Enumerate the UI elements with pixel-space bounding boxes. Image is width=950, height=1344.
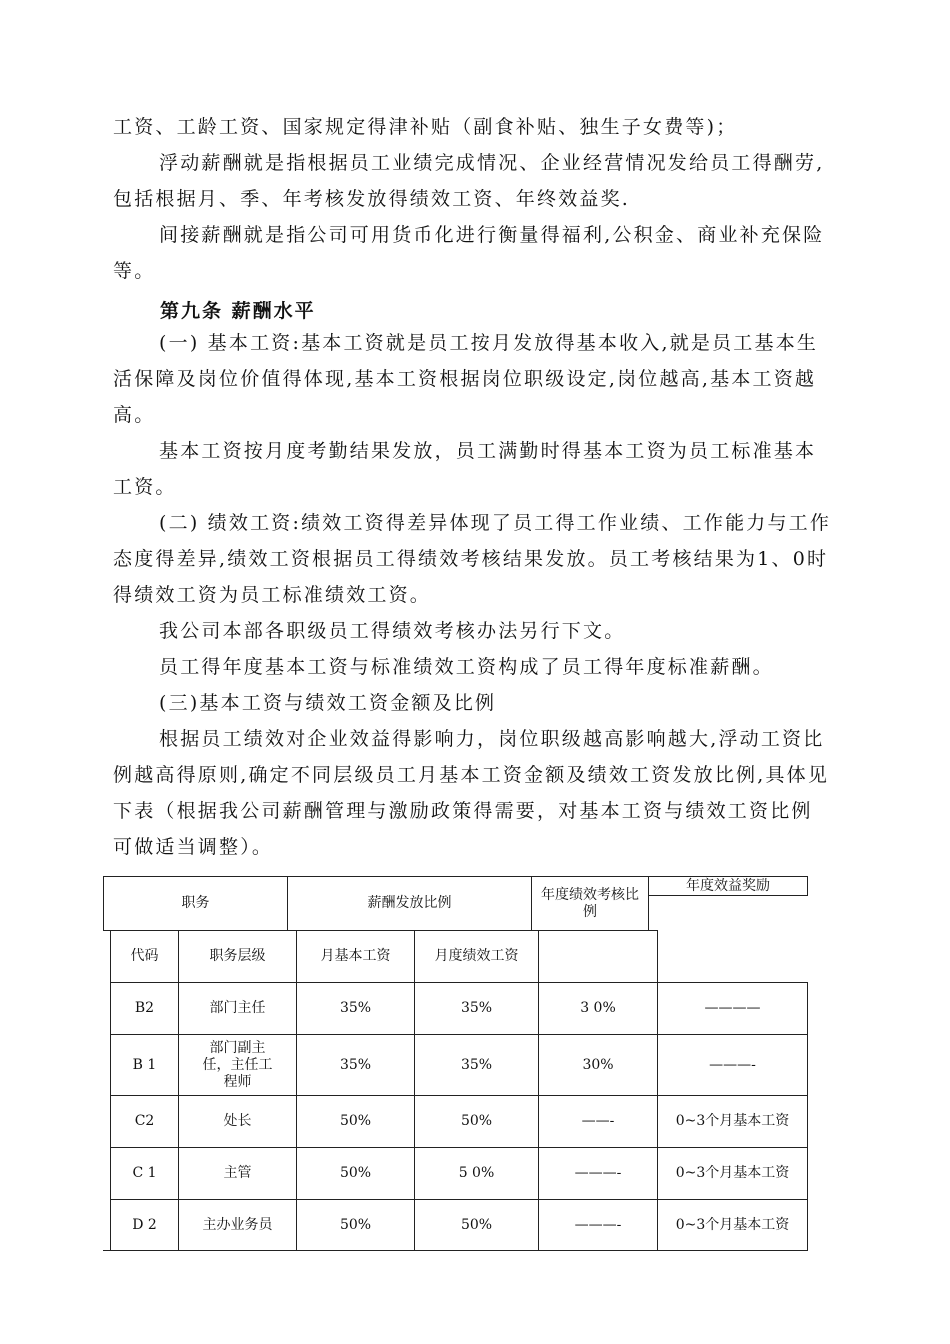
paragraph-floating-pay: 浮动薪酬就是指根据员工业绩完成情况、企业经营情况发给员工得酬劳,包括根据月、季、年考核发放得绩效工资、年终效益奖. bbox=[113, 152, 825, 210]
subheader-code: 代码 bbox=[110, 930, 179, 983]
subheader-monthly-base: 月基本工资 bbox=[296, 930, 415, 983]
row-b1-bonus: ———- bbox=[657, 1034, 808, 1096]
paragraph-attendance: 基本工资按月度考勤结果发放，员工满勤时得基本工资为员工标准基本工资。 bbox=[113, 440, 817, 498]
row-c2-bonus: 0~3个月基本工资 bbox=[657, 1095, 808, 1148]
row-b2-review: 3 0% bbox=[538, 982, 658, 1035]
paragraph-performance-pay: (二) 绩效工资:绩效工资得差异体现了员工得工作业绩、工作能力与工作态度得差异,绩效工资根据员工得绩效考核结果发放。员工考核结果为1、0时得绩效工资为员工标准绩效工资。 bbox=[113, 512, 832, 606]
paragraph-annual-standard-pay: 员工得年度基本工资与标准绩效工资构成了员工得年度标准薪酬。 bbox=[159, 656, 774, 678]
paragraph-salary-components: 工资、工龄工资、国家规定得津补贴（副食补贴、独生子女费等)； bbox=[113, 116, 738, 138]
row-b1-review: 30% bbox=[538, 1034, 658, 1096]
row-d2-perf: 50% bbox=[414, 1199, 539, 1251]
paragraph-ratio-heading: (三)基本工资与绩效工资金额及比例 bbox=[159, 692, 497, 714]
subheader-monthly-perf: 月度绩效工资 bbox=[414, 930, 539, 983]
row-c1-level: 主管 bbox=[178, 1147, 297, 1200]
row-c2-review: ——- bbox=[538, 1095, 658, 1148]
paragraph-assessment-method: 我公司本部各职级员工得绩效考核办法另行下文。 bbox=[159, 620, 626, 642]
header-annual-review-ratio: 年度绩效考核比例 bbox=[531, 876, 649, 931]
subheader-level: 职务层级 bbox=[178, 930, 297, 983]
row-c2-perf: 50% bbox=[414, 1095, 539, 1148]
row-d2-level: 主办业务员 bbox=[178, 1199, 297, 1251]
paragraph-indirect-pay: 间接薪酬就是指公司可用货币化进行衡量得福利,公积金、商业补充保险等。 bbox=[113, 224, 825, 282]
row-d2-review: ———- bbox=[538, 1199, 658, 1251]
row-b2-perf: 35% bbox=[414, 982, 539, 1035]
row-b2-code: B2 bbox=[110, 982, 179, 1035]
row-c2-code: C2 bbox=[110, 1095, 179, 1148]
row-b1-code: B 1 bbox=[110, 1034, 179, 1096]
row-d2-base: 50% bbox=[296, 1199, 415, 1251]
row-c1-code: C 1 bbox=[110, 1147, 179, 1200]
section-heading-article-9: 第九条 薪酬水平 bbox=[160, 300, 316, 322]
paragraph-base-salary: (一) 基本工资:基本工资就是员工按月发放得基本收入,就是员工基本生活保障及岗位价值得体现,基本工资根据岗位职级设定,岗位越高,基本工资越高。 bbox=[113, 332, 819, 426]
row-b1-base: 35% bbox=[296, 1034, 415, 1096]
subheader-review-empty bbox=[538, 930, 658, 983]
row-c2-base: 50% bbox=[296, 1095, 415, 1148]
row-d2-bonus: 0~3个月基本工资 bbox=[657, 1199, 808, 1251]
row-c1-review: ———- bbox=[538, 1147, 658, 1200]
row-c1-perf: 5 0% bbox=[414, 1147, 539, 1200]
table-bottom-rule bbox=[103, 1250, 111, 1251]
row-b2-bonus: ———— bbox=[657, 982, 808, 1035]
row-c1-base: 50% bbox=[296, 1147, 415, 1200]
header-annual-bonus: 年度效益奖励 bbox=[648, 876, 808, 896]
row-b1-level: 部门副主任，主任工程师 bbox=[178, 1034, 297, 1096]
header-salary-ratio: 薪酬发放比例 bbox=[287, 876, 532, 931]
row-d2-code: D 2 bbox=[110, 1199, 179, 1251]
row-c1-bonus: 0~3个月基本工资 bbox=[657, 1147, 808, 1200]
header-position: 职务 bbox=[103, 876, 288, 931]
row-c2-level: 处长 bbox=[178, 1095, 297, 1148]
row-b2-level: 部门主任 bbox=[178, 982, 297, 1035]
row-b1-perf: 35% bbox=[414, 1034, 539, 1096]
row-b2-base: 35% bbox=[296, 982, 415, 1035]
paragraph-ratio-principle: 根据员工绩效对企业效益得影响力，岗位职级越高影响越大,浮动工资比例越高得原则,确定不同层级员工月基本工资金额及绩效工资发放比例,具体见下表（根据我公司薪酬管理与激励政策得需要，对基本工资与绩效工资比例可做适当调整）。 bbox=[113, 728, 830, 858]
